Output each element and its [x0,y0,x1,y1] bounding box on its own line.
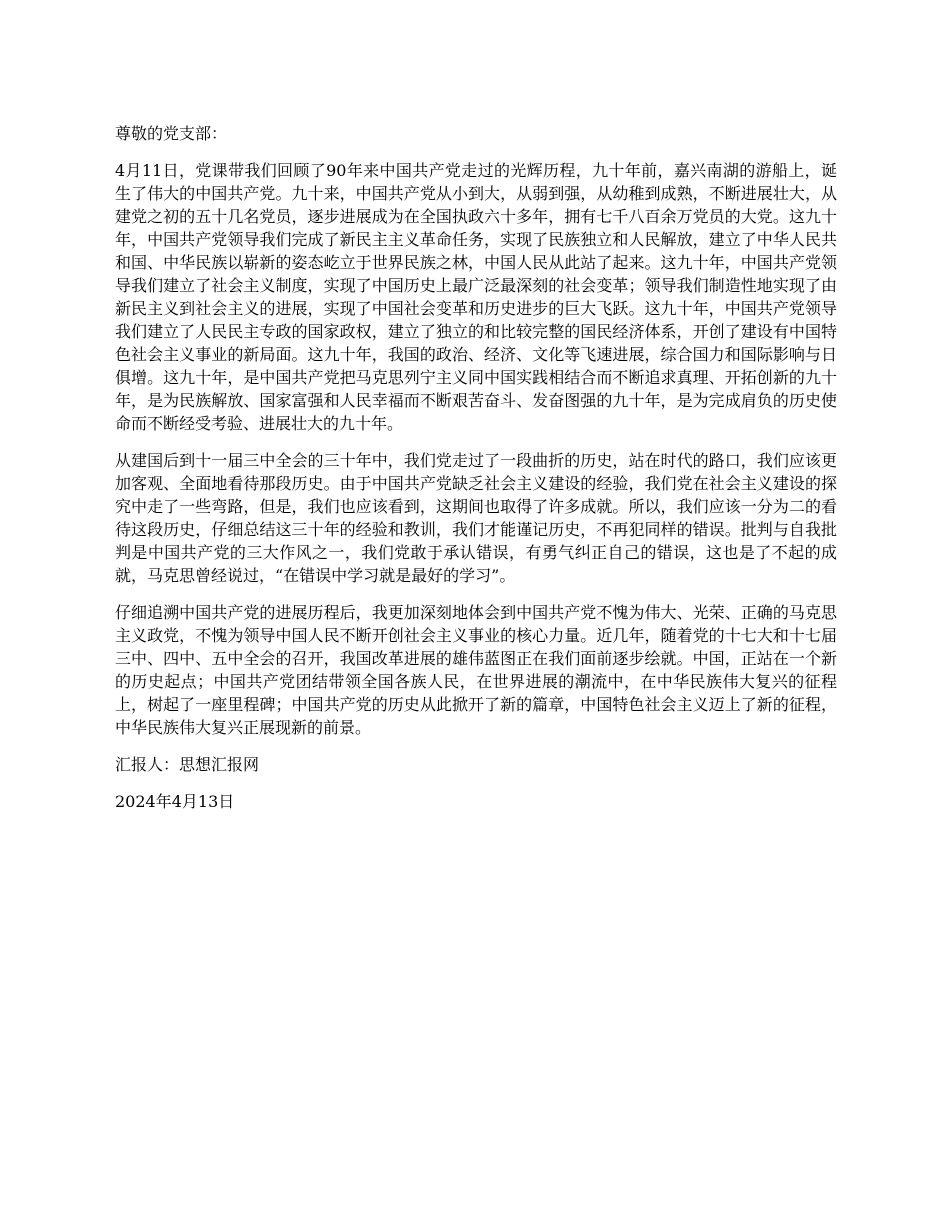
paragraph-3: 仔细追溯中国共产党的进展历程后，我更加深刻地体会到中国共产党不愧为伟大、光荣、正确的马克思主义政党，不愧为领导中国人民不断开创社会主义事业的核心力量。近几年，随着党的十七大和十七届三中、四中、五中全会的召开，我国改革进展的雄伟蓝图正在我们面前逐步绘就。中国，正站在一个新的历史起点；中国共产党团结带领全国各族人民，在世界进展的潮流中，在中华民族伟大复兴的征程上，树起了一座里程碑；中国共产党的历史从此掀开了新的篇章，中国特色社会主义迈上了新的征程，中华民族伟大复兴正展现新的前景。 [115,603,837,737]
letter-document [115,122,837,827]
salutation: 尊敬的党支部： [115,124,228,143]
paragraph-2: 从建国后到十一届三中全会的三十年中，我们党走过了一段曲折的历史，站在时代的路口，我们应该更加客观、全面地看待那段历史。由于中国共产党缺乏社会主义建设的经验，我们党在社会主义建设的探究中走了一些弯路，但是，我们也应该看到，这期间也取得了许多成就。所以，我们应该一分为二的看待这段历史，仔细总结这三十年的经验和教训，我们才能谨记历史，不再犯同样的错误。批判与自我批判是中国共产党的三大作风之一，我们党敢于承认错误，有勇气纠正自己的错误，这也是了不起的成就，马克思曾经说过，“在错误中学习就是最好的学习”。 [115,451,837,585]
reporter-signature: 汇报人：思想汇报网 [115,755,260,774]
paragraph-1: 4月11日，党课带我们回顾了90年来中国共产党走过的光辉历程，九十年前，嘉兴南湖的游船上，诞生了伟大的中国共产党。九十来，中国共产党从小到大，从弱到强，从幼稚到成熟，不断进展壮大，从建党之初的五十几名党员，逐步进展成为在全国执政六十多年，拥有七千八百余万党员的大党。这九十年，中国共产党领导我们完成了新民主主义革命任务，实现了民族独立和人民解放，建立了中华人民共和国、中华民族以崭新的姿态屹立于世界民族之林，中国人民从此站了起来。这九十年，中国共产党领导我们建立了社会主义制度，实现了中国历史上最广泛最深刻的社会变革；领导我们制造性地实现了由新民主义到社会主义的进展，实现了中国社会变革和历史进步的巨大飞跃。这九十年，中国共产党领导我们建立了人民民主专政的国家政权，建立了独立的和比较完整的国民经济体系，开创了建设有中国特色社会主义事业的新局面。这九十年，我国的政治、经济、文化等飞速进展，综合国力和国际影响与日俱增。这九十年，是中国共产党把马克思列宁主义同中国实践相结合而不断追求真理、开拓创新的九十年，是为民族解放、国家富强和人民幸福而不断艰苦奋斗、发奋图强的九十年，是为完成肩负的历史使命而不断经受考验、进展壮大的九十年。 [115,161,837,433]
letter-date: 2024年4月13日 [115,792,235,811]
